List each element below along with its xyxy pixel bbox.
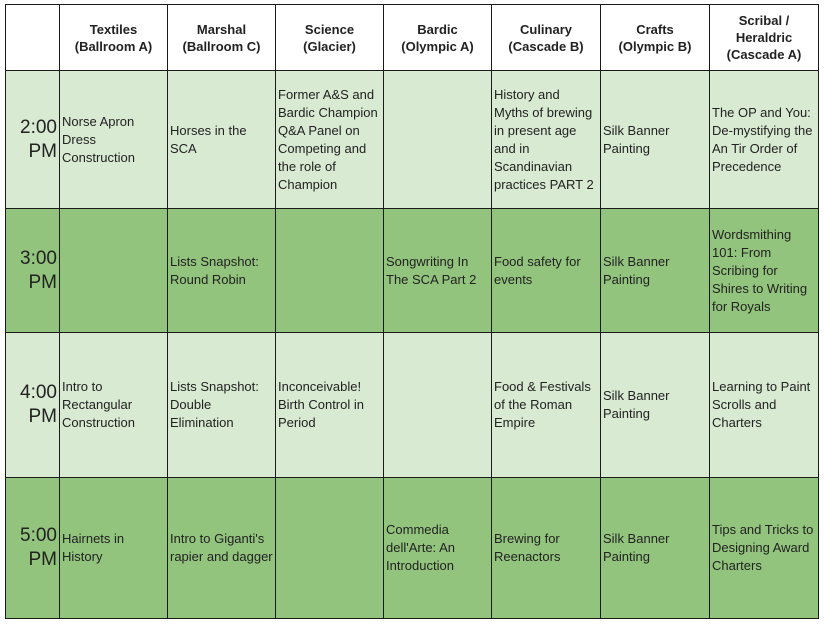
session-cell xyxy=(60,209,168,333)
session-cell: Food & Festivals of the Roman Empire xyxy=(492,333,601,478)
session-cell: Former A&S and Bardic Champion Q&A Panel on Competing and the role of Champion xyxy=(276,71,384,209)
header-scribal-heraldric: Scribal / Heraldric (Cascade A) xyxy=(710,5,819,71)
session-cell: Brewing for Reenactors xyxy=(492,478,601,619)
session-cell: Inconceivable! Birth Control in Period xyxy=(276,333,384,478)
table-row xyxy=(6,333,819,478)
session-cell: Norse Apron Dress Construction xyxy=(60,71,168,209)
header-culinary: Culinary (Cascade B) xyxy=(492,5,601,71)
corner-cell xyxy=(6,5,60,71)
session-cell: Silk Banner Painting xyxy=(601,478,710,619)
header-textiles: Textiles (Ballroom A) xyxy=(60,5,168,71)
session-cell: Silk Banner Painting xyxy=(601,71,710,209)
session-cell: Lists Snapshot: Double Elimination xyxy=(168,333,276,478)
session-cell: Hairnets in History xyxy=(60,478,168,619)
session-cell: Lists Snapshot: Round Robin xyxy=(168,209,276,333)
time-cell: 4:00 PM xyxy=(6,333,60,478)
header-science: Science (Glacier) xyxy=(276,5,384,71)
table-row xyxy=(6,209,819,333)
session-cell: Silk Banner Painting xyxy=(601,333,710,478)
session-cell: Songwriting In The SCA Part 2 xyxy=(384,209,492,333)
session-cell: Commedia dell'Arte: An Introduction xyxy=(384,478,492,619)
time-cell: 5:00 PM xyxy=(6,478,60,619)
table-row xyxy=(6,71,819,209)
schedule-table xyxy=(5,4,819,619)
session-cell: Intro to Rectangular Construction xyxy=(60,333,168,478)
session-cell: Intro to Giganti's rapier and dagger xyxy=(168,478,276,619)
session-cell xyxy=(276,209,384,333)
session-cell: Wordsmithing 101: From Scribing for Shires to Writing for Royals xyxy=(710,209,819,333)
time-cell: 3:00 PM xyxy=(6,209,60,333)
session-cell xyxy=(276,478,384,619)
session-cell: Silk Banner Painting xyxy=(601,209,710,333)
session-cell: History and Myths of brewing in present age and in Scandinavian practices PART 2 xyxy=(492,71,601,209)
session-cell xyxy=(384,333,492,478)
session-cell: The OP and You: De-mystifying the An Tir Order of Precedence xyxy=(710,71,819,209)
header-bardic: Bardic (Olympic A) xyxy=(384,5,492,71)
session-cell: Learning to Paint Scrolls and Charters xyxy=(710,333,819,478)
session-cell: Tips and Tricks to Designing Award Charters xyxy=(710,478,819,619)
header-crafts: Crafts (Olympic B) xyxy=(601,5,710,71)
table-row xyxy=(6,478,819,619)
header-marshal: Marshal (Ballroom C) xyxy=(168,5,276,71)
session-cell: Food safety for events xyxy=(492,209,601,333)
time-cell: 2:00 PM xyxy=(6,71,60,209)
session-cell xyxy=(384,71,492,209)
session-cell: Horses in the SCA xyxy=(168,71,276,209)
header-row xyxy=(6,5,819,71)
